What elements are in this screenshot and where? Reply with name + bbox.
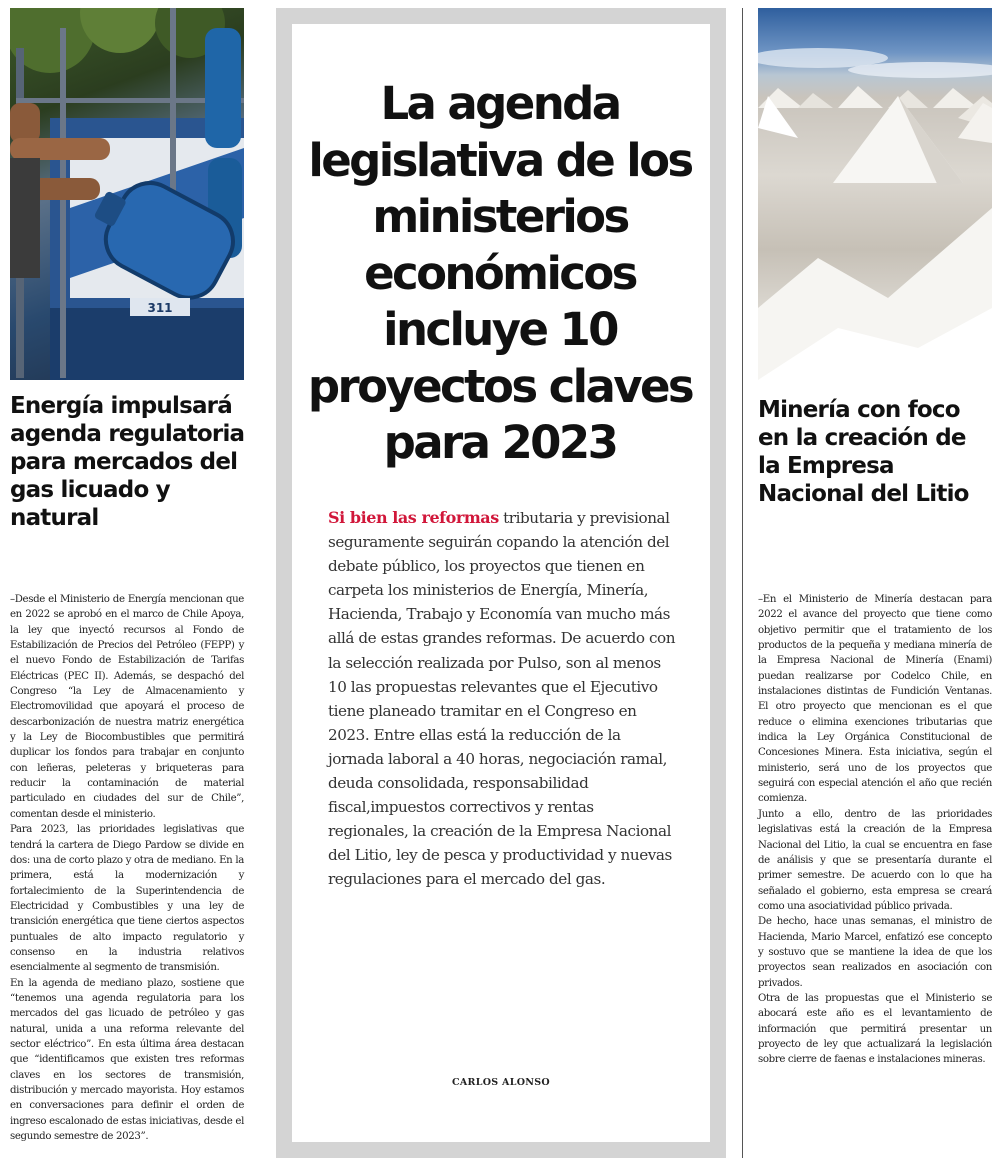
energy-article-body: [10, 592, 244, 1144]
mining-paragraph: Otra de las propuestas que el Ministerio se abocará este año es el levantamiento de información que permitirá presentar un proyecto de ley que actualizará la legislación sobre cierre de faenas e instalaciones mineras.: [758, 992, 992, 1066]
mining-paragraph: Junto a ello, dentro de las prioridades legislativas está la creación de la Empresa Nacional del Litio, la cual se encuentra en fase de análisis y que se presentaría durante el primer semestre. De acuerdo con lo que ha señalado el gobierno, esta empresa se creará como una asociatividad público privada.: [758, 808, 992, 912]
mining-article-body: [758, 592, 992, 1068]
mining-paragraph: De hecho, hace unas semanas, el ministro de Hacienda, Mario Marcel, enfatizó ese concepto y sostuvo que se mantiene la idea de que los proyectos sean realizados en asociación con privados.: [758, 916, 992, 989]
truck-number: 311: [147, 301, 173, 315]
gas-cylinder-photo: [10, 8, 244, 380]
feature-body: [328, 506, 678, 892]
salt-flat-illustration: [758, 8, 992, 380]
energy-paragraph: En la agenda de mediano plazo, sostiene que “tenemos una agenda regulatoria para los mercados del gas licuado de petróleo y gas natural, unida a una reforma relevante del sector eléctrico”. En esta última área destacan que “identificamos que existen tres reformas claves en los sectores de transmisión, distribución y mercado mayorista. Hoy estamos en conversaciones para definir el orden de ingreso escalonado de estas iniciativas, desde el segundo semestre de 2023”.: [10, 977, 244, 1143]
feature-body-text: tributaria y previsional seguramente seguirán copando la atención del debate público, los proyectos que tienen en carpeta los ministerios de Energía, Minería, Hacienda, Trabajo y Economía van mucho más allá de estas grandes reformas. De acuerdo con la selección realizada por Pulso, son al menos 10 las propuestas relevantes que el Ejecutivo tiene planeado tramitar en el Congreso en 2023. Entre ellas está la reducción de la jornada laboral a 40 horas, negociación ramal, deuda consolidada, responsabilidad fiscal,impuestos correctivos y rentas regionales, la creación de la Empresa Nacional del Litio, ley de pesca y productividad y nuevas regulaciones para el mercado del gas.: [328, 509, 676, 889]
gas-cylinder-illustration: [10, 8, 244, 380]
byline: CARLOS ALONSO: [452, 1077, 550, 1088]
energy-paragraph: Para 2023, las prioridades legislativas que tendrá la cartera de Diego Pardow se divide en dos: una de corto plazo y otra de mediano. En la primera, está la modernización y fortalecimiento de la Superintendencia de Electricidad y Combustibles y una ley de transición energética que tiene ciertos aspectos puntuales de alto impacto regulatorio y consenso en la industria relativos esencialmente al segmento de transmisión.: [10, 824, 244, 974]
mining-paragraph: –En el Ministerio de Minería destacan para 2022 el avance del proyecto que tiene como objetivo permitir que el tratamiento de los productos de la pequeña y mediana minería de la Empresa Nacional de Minería (Enami) puedan realizarse por Codelco Chile, en instalaciones distintas de Fundición Ventanas. El otro proyecto que mencionan es el que reduce o elimina exenciones tributarias que indica la Ley Orgánica Constitucional de Concesiones Minera. Esta iniciativa, según el ministerio, será uno de los proyectos que seguirá con especial atención el año que recién comienza.: [758, 594, 992, 805]
feature-title: La agenda legislativa de los ministerios económicos incluye 10 proyectos claves para 2023: [307, 77, 693, 469]
feature-lead: Si bien las reformas: [328, 508, 499, 527]
energy-headline: Energía impulsará agenda regulatoria para mercados del gas licuado y natural: [10, 393, 245, 531]
column-divider: [742, 8, 743, 1158]
mining-headline: Minería con foco en la creación de la Empresa Nacional del Litio: [758, 397, 969, 507]
energy-paragraph: –Desde el Ministerio de Energía mencionan que en 2022 se aprobó en el marco de Chile Apoya, la ley que inyectó recursos al Fondo de Estabilización de Precios del Petróleo (FEPP) y el nuevo Fondo de Estabilización de Tarifas Eléctricas (PEC II). Además, se despachó del Congreso “la Ley de Almacenamiento y Electromovilidad que apoyará el proceso de descarbonización de nuestra matriz energética y la Ley de Biocombustibles que permitirá duplicar los fondos para trabajar en conjunto con leñeras, peleteras y briqueteras para reducir la contaminación de material particulado en ciudades del sur de Chile”, comentan desde el ministerio.: [10, 594, 244, 820]
salt-flat-photo: [758, 8, 992, 380]
